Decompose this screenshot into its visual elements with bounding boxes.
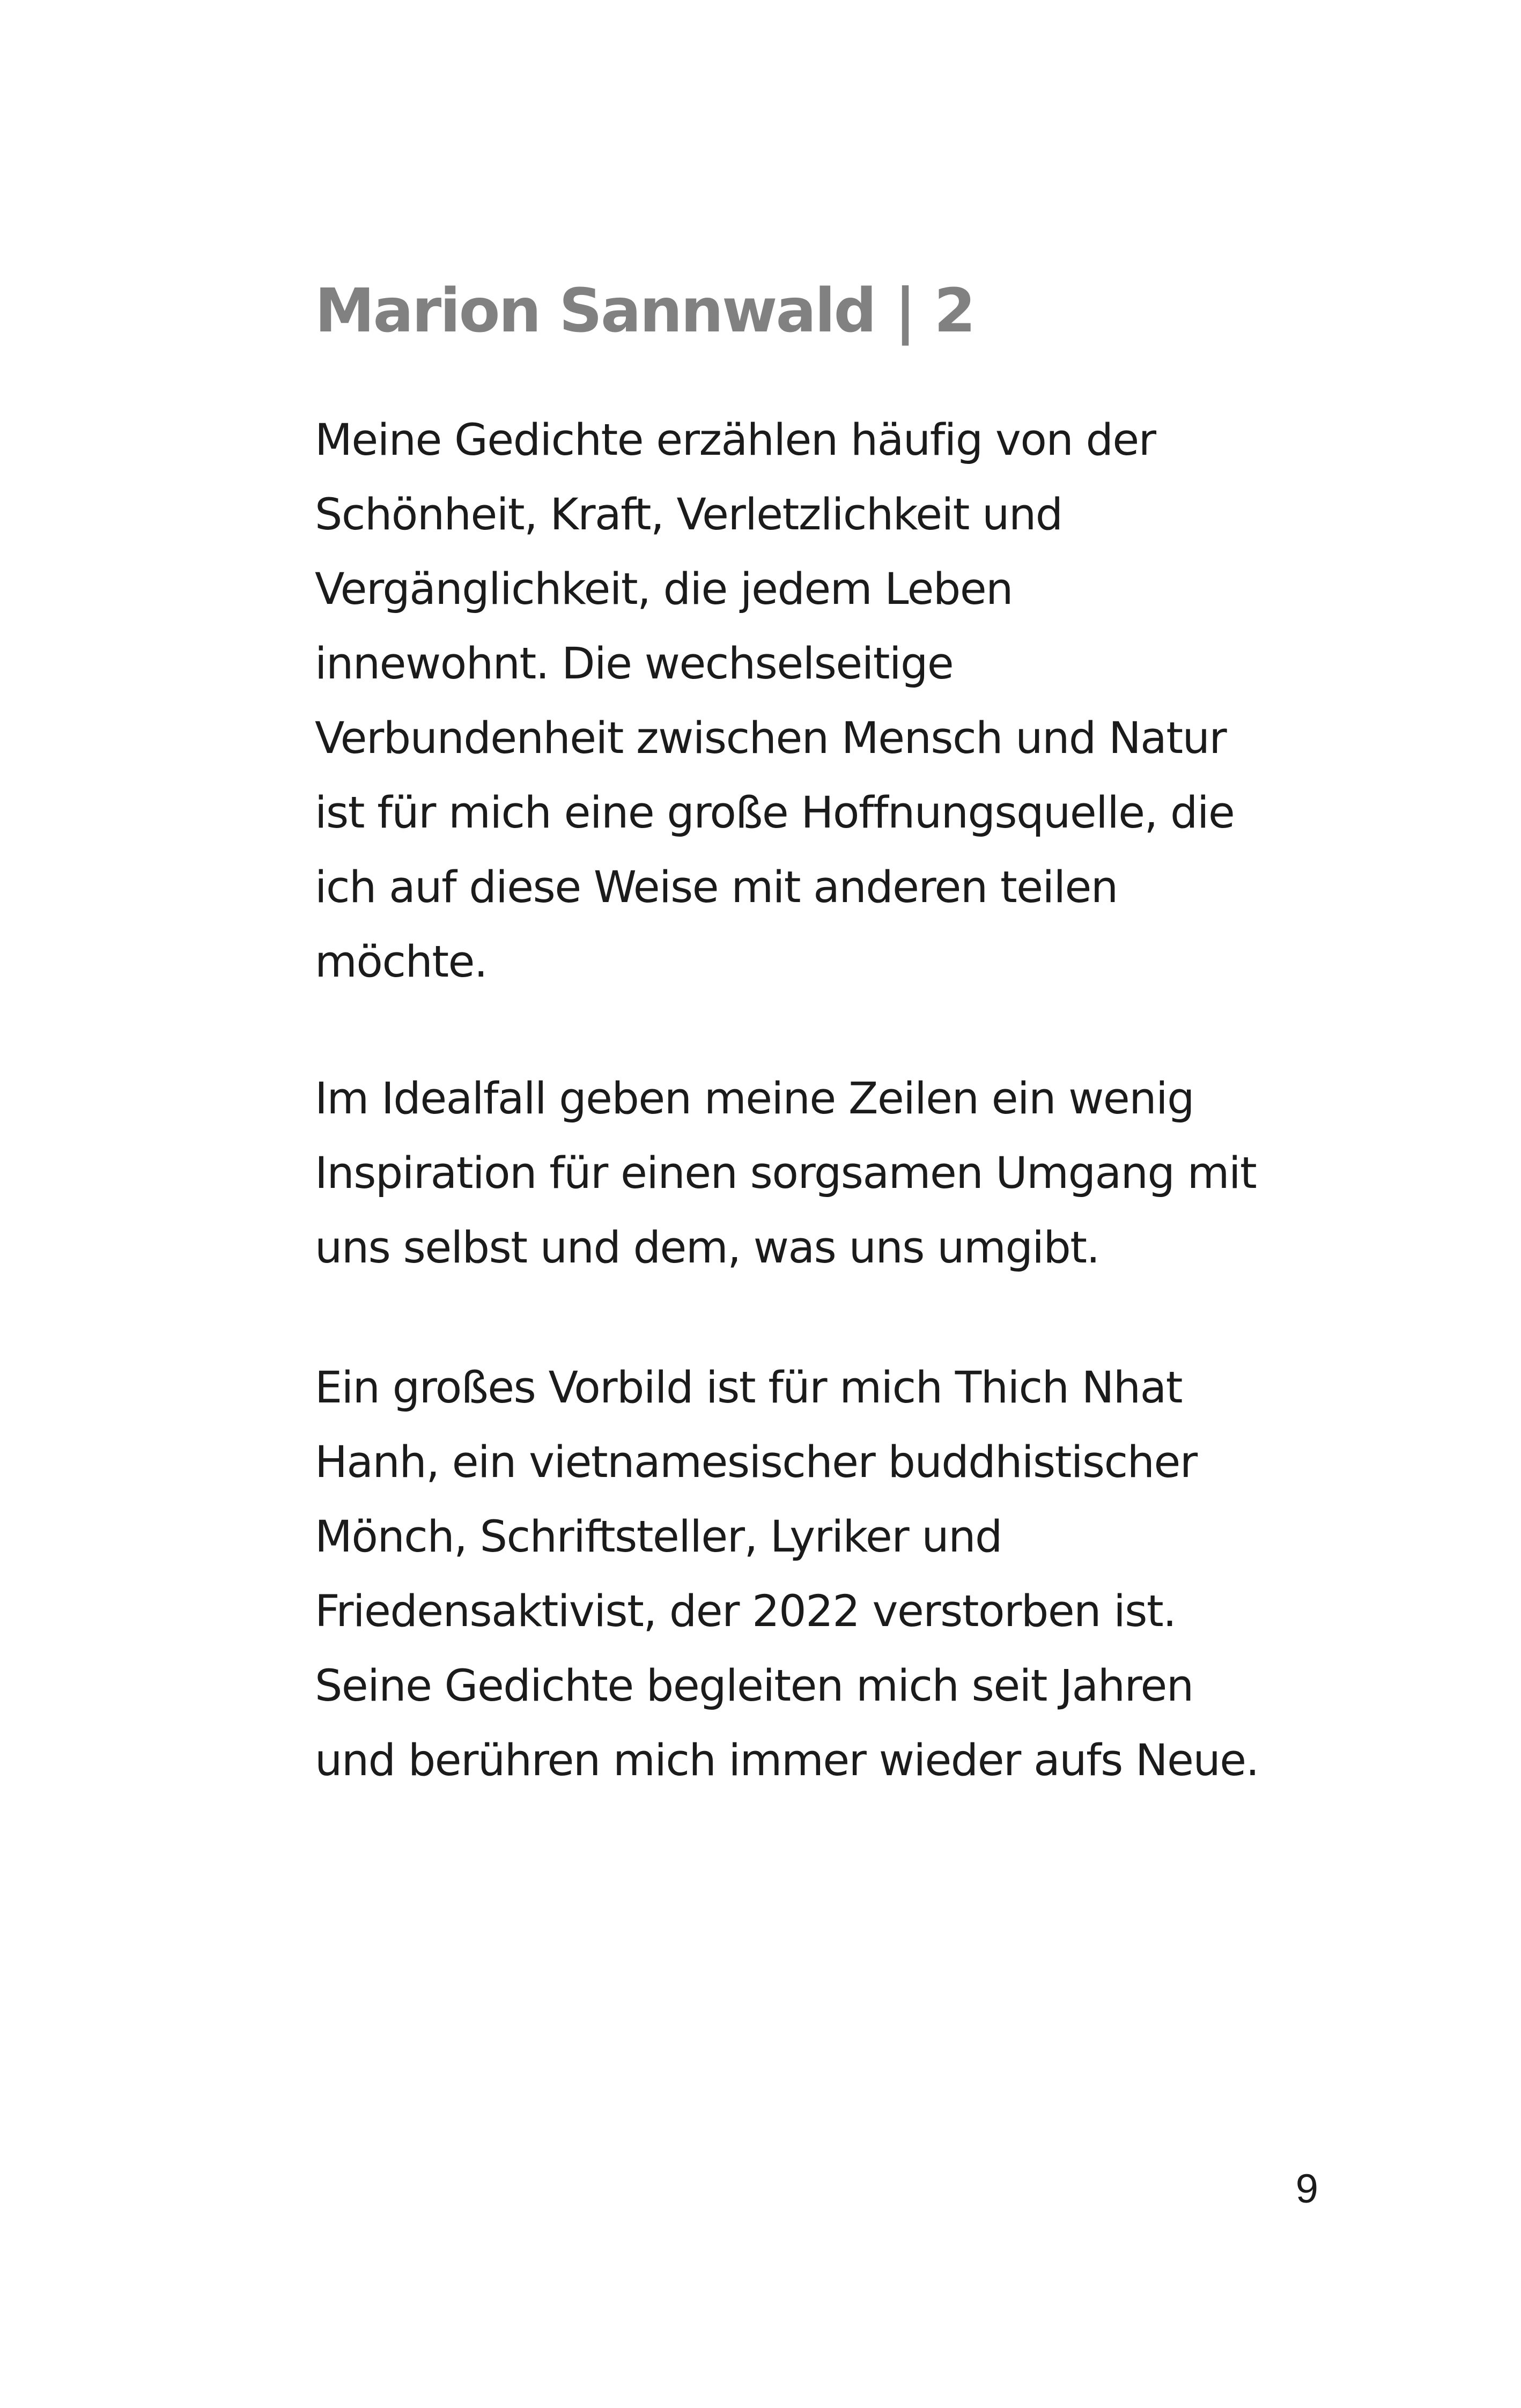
paragraph-1 [315, 403, 1234, 1000]
text-line: Vergänglichkeit, die jedem Leben [315, 564, 1013, 615]
text-line: Hanh, ein vietnamesischer buddhistischer [315, 1437, 1197, 1488]
text-line: Inspiration für einen sorgsamen Umgang mit [315, 1148, 1257, 1199]
text-line: ich auf diese Weise mit anderen teilen [315, 862, 1118, 913]
text-line: Verbundenheit zwischen Mensch und Natur [315, 713, 1227, 764]
text-line: Schönheit, Kraft, Verletzlichkeit und [315, 490, 1062, 540]
text-line: Mönch, Schriftsteller, Lyriker und [315, 1512, 1002, 1562]
paragraph-3 [315, 1351, 1259, 1798]
text-line: Meine Gedichte erzählen häufig von der [315, 415, 1156, 466]
text-line: innewohnt. Die wechselseitige [315, 639, 954, 689]
text-line: Seine Gedichte begleiten mich seit Jahren [315, 1661, 1193, 1711]
page-number: 9 [1295, 2166, 1318, 2212]
text-line: ist für mich eine große Hoffnungsquelle, die [315, 788, 1235, 838]
text-line: uns selbst und dem, was uns umgibt. [315, 1223, 1099, 1273]
paragraph-2 [315, 1062, 1256, 1286]
text-line: Ein großes Vorbild ist für mich Thich Nhat [315, 1363, 1183, 1413]
text-line: Im Idealfall geben meine Zeilen ein wenig [315, 1074, 1194, 1124]
text-line: Friedensaktivist, der 2022 verstorben ist. [315, 1586, 1176, 1637]
chapter-heading: Marion Sannwald | 2 [315, 276, 974, 346]
text-line: und berühren mich immer wieder aufs Neue. [315, 1735, 1259, 1786]
text-line: möchte. [315, 937, 488, 987]
